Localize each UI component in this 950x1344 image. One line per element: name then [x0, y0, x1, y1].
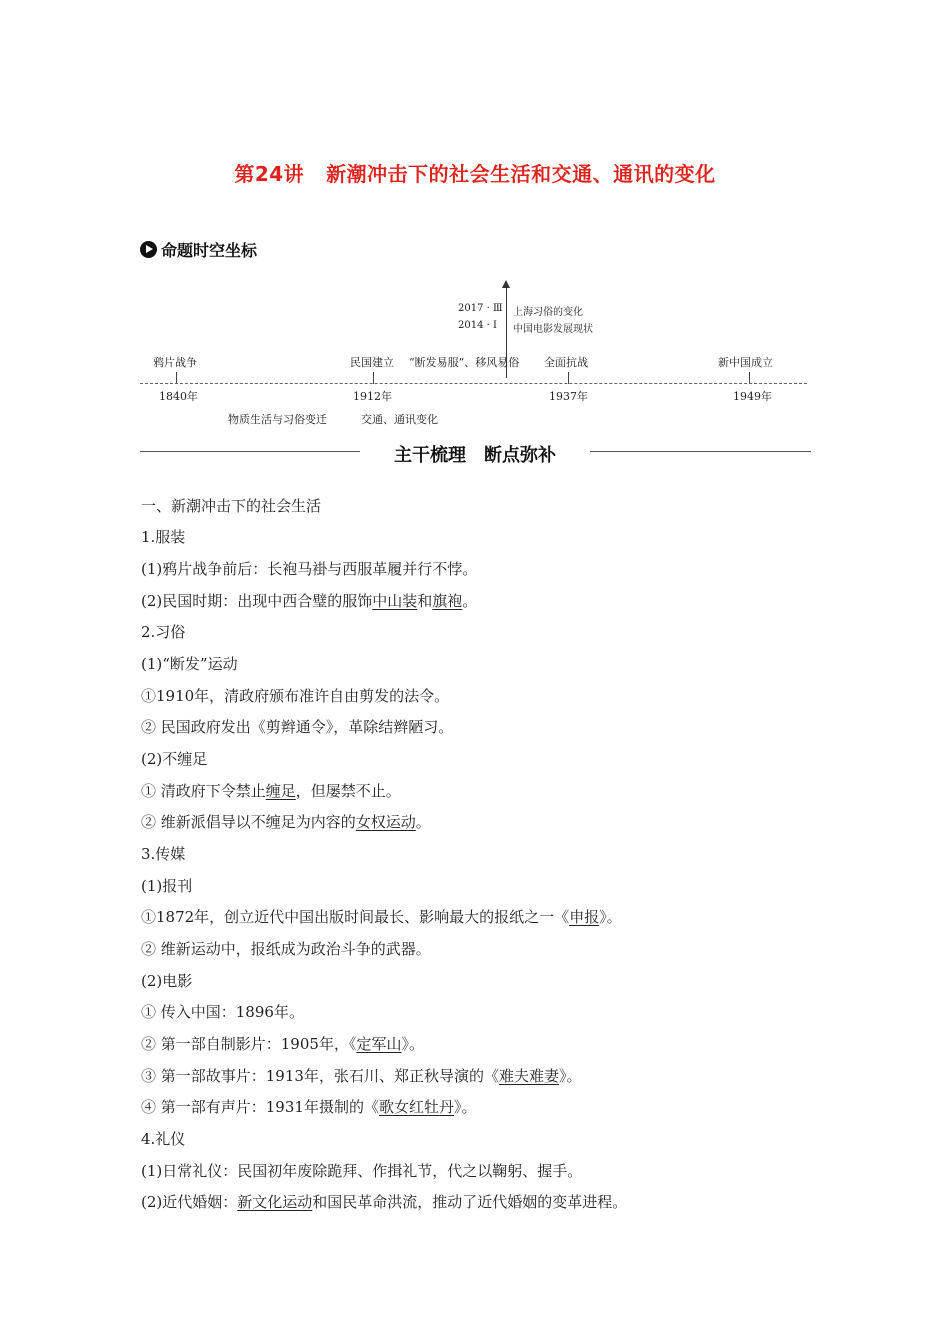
- timeline-event: 新中国成立: [718, 356, 773, 369]
- text-segment: 。: [415, 813, 431, 831]
- underlined-term: 歌女红牡丹: [378, 1098, 454, 1116]
- text-line: [141, 1129, 185, 1149]
- text-line: [141, 1097, 476, 1117]
- text-segment: (1)鸦片战争前后：长袍马褂与西服革履并行不悖。: [141, 560, 478, 578]
- text-segment: (2)民国时期：出现中西合璧的服饰: [141, 592, 373, 610]
- timeline-event: 鸦片战争: [153, 356, 197, 369]
- lesson-number: 第24讲: [234, 162, 305, 186]
- text-line: [141, 1066, 581, 1086]
- text-segment: (1)“断发”运动: [141, 655, 238, 673]
- text-segment: ① 清政府下令禁止: [141, 782, 266, 800]
- text-line: [141, 559, 477, 579]
- text-segment: ，但屡禁不止。: [295, 782, 401, 800]
- text-line: [141, 876, 192, 896]
- timeline-event: 民国建立: [350, 356, 394, 369]
- play-icon: [140, 241, 157, 258]
- text-segment: ①1910年，清政府颁布准许自由剪发的法令。: [141, 687, 450, 705]
- page-title: [0, 158, 950, 187]
- text-segment: ①1872年，创立近代中国出版时间最长、影响最大的报纸之一《: [141, 908, 570, 926]
- text-segment: ① 传入中国：1896年。: [141, 1003, 304, 1021]
- banner-left: 主干梳理: [394, 445, 466, 466]
- text-line: [141, 939, 431, 959]
- text-line: [141, 654, 238, 674]
- text-segment: ③ 第一部故事片：1913年，张石川、郑正秋导演的《: [141, 1067, 499, 1085]
- text-segment: 4.礼仪: [141, 1130, 186, 1148]
- text-line: [141, 1192, 627, 1212]
- timeline-event: “断发易服”、移风易俗: [409, 356, 520, 369]
- underlined-term: 定军山: [356, 1035, 402, 1053]
- text-segment: (2)近代婚姻：: [141, 1193, 238, 1211]
- section-heading-label: 命题时空坐标: [161, 241, 258, 260]
- text-line: [141, 907, 622, 927]
- text-line: [141, 591, 477, 611]
- text-line: [141, 717, 453, 737]
- lesson-subject: 新潮冲击下的社会生活和交通、通讯的变化: [326, 162, 716, 186]
- timeline-year: 1937年: [549, 390, 588, 403]
- text-line: [141, 844, 185, 864]
- exam-topic: 中国电影发展现状: [513, 324, 593, 335]
- timeline-axis: [140, 383, 807, 384]
- text-segment: 一、新潮冲击下的社会生活: [141, 497, 322, 515]
- text-segment: 2.习俗: [141, 623, 186, 641]
- text-line: [141, 812, 431, 832]
- underlined-term: 申报: [569, 908, 600, 926]
- exam-label: 2014 · Ⅰ: [458, 320, 497, 331]
- timeline-event: 全面抗战: [544, 356, 588, 369]
- underlined-term: 旗袍: [432, 592, 463, 610]
- underlined-term: 难夫难妻: [498, 1067, 559, 1085]
- text-segment: 》。: [558, 1067, 582, 1085]
- text-segment: 和国民革命洪流，推动了近代婚姻的变革进程。: [312, 1193, 628, 1211]
- text-line: [141, 527, 185, 547]
- text-line: [141, 622, 185, 642]
- text-line: [141, 496, 321, 516]
- text-segment: (1)日常礼仪：民国初年废除跪拜、作揖礼节，代之以鞠躬、握手。: [141, 1162, 583, 1180]
- text-line: [141, 1161, 582, 1181]
- timeline-year: 1949年: [733, 390, 772, 403]
- text-line: [141, 1002, 304, 1022]
- underlined-term: 女权运动: [355, 813, 416, 831]
- timeline-year: 1912年: [353, 390, 392, 403]
- text-segment: ② 维新运动中，报纸成为政治斗争的武器。: [141, 940, 431, 958]
- text-segment: ② 民国政府发出《剪辫通令》，革除结辫陋习。: [141, 718, 454, 736]
- banner-right: 断点弥补: [484, 445, 556, 466]
- section-heading: [140, 238, 257, 261]
- text-segment: 和: [417, 592, 433, 610]
- text-segment: ② 维新派倡导以不缠足为内容的: [141, 813, 356, 831]
- text-segment: 1.服装: [141, 528, 186, 546]
- section-banner: [0, 441, 950, 467]
- underlined-term: 缠足: [265, 782, 296, 800]
- text-segment: 3.传媒: [141, 845, 186, 863]
- text-segment: (2)电影: [141, 972, 193, 990]
- timeline-period: 物质生活与习俗变迁: [228, 413, 327, 426]
- underlined-term: 中山装: [372, 592, 418, 610]
- text-segment: (1)报刊: [141, 877, 193, 895]
- exam-topic: 上海习俗的变化: [513, 307, 583, 318]
- text-segment: 》。: [453, 1098, 477, 1116]
- text-line: [141, 971, 192, 991]
- exam-label: 2017 · Ⅲ: [458, 303, 503, 314]
- text-segment: ④ 第一部有声片：1931年摄制的《: [141, 1098, 379, 1116]
- text-segment: 。: [462, 592, 478, 610]
- timeline-period: 交通、通讯变化: [361, 413, 438, 426]
- text-line: [141, 1034, 424, 1054]
- timeline-year: 1840年: [159, 390, 198, 403]
- text-line: [141, 686, 449, 706]
- text-segment: ② 第一部自制影片：1905年，《: [141, 1035, 357, 1053]
- text-segment: 》。: [599, 908, 622, 926]
- underlined-term: 新文化运动: [237, 1193, 313, 1211]
- text-line: [141, 749, 207, 769]
- text-segment: 》。: [401, 1035, 424, 1053]
- text-line: [141, 781, 401, 801]
- text-segment: (2)不缠足: [141, 750, 208, 768]
